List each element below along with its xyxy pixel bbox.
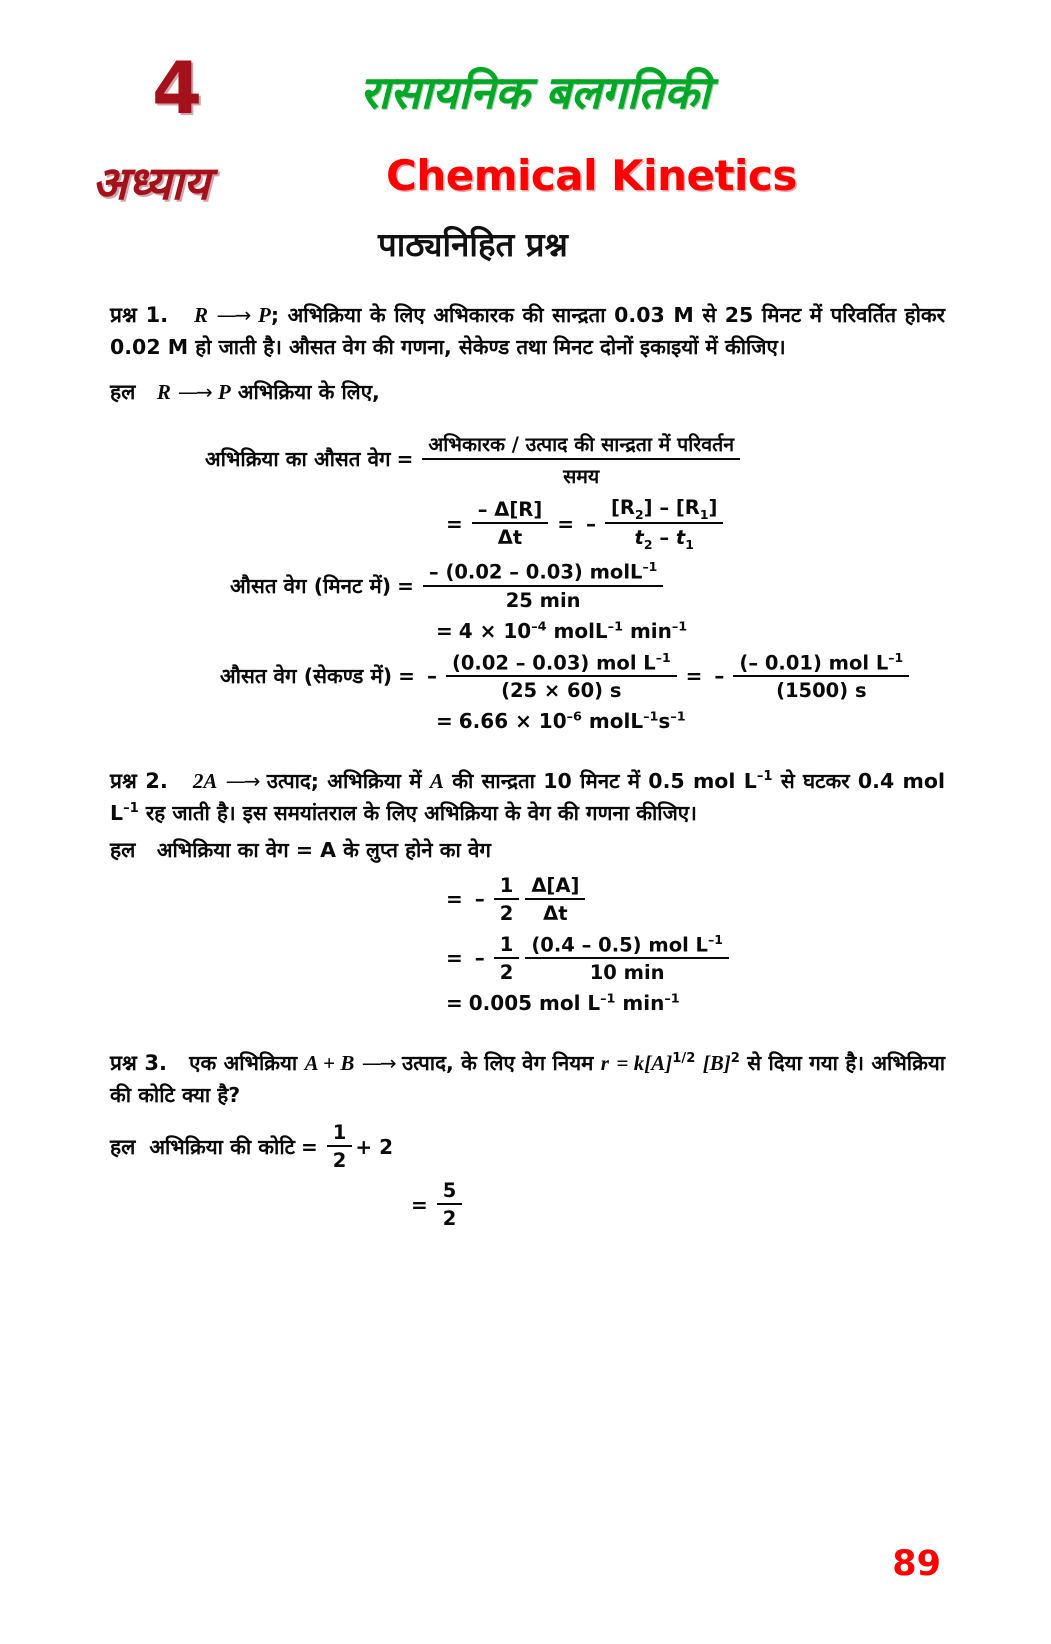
q1-step-1: अभिक्रिया का औसत वेग = $\frac{\text{अभिकारक / उत्पाद की सान्द्रता में परिवर्तन}}{\text{समय}}$ xyxy=(110,430,945,489)
q1-step-3-fraction xyxy=(423,559,663,612)
page-header xyxy=(0,0,1051,264)
q1-step-5-label: औसत वेग (सेकण्ड में) xyxy=(220,664,393,689)
question-1-label: प्रश्न 1. xyxy=(110,303,169,327)
q1-step-1-numerator: अभिकारक / उत्पाद की सान्द्रता में परिवर्तन xyxy=(422,430,740,460)
question-2-sup-2: –1 xyxy=(123,801,139,817)
q1-step-2-fraction-2 xyxy=(605,496,723,553)
chapter-word-label: अध्याय xyxy=(92,156,210,210)
q2-step-1-fraction xyxy=(525,874,585,925)
q3-step-2-num: 5 xyxy=(437,1179,463,1205)
question-block-3 xyxy=(110,1048,945,1230)
q1-step-4-result: $4 \times 10^{-4}$ molL$^{-1}$ $\min^{-1}$ xyxy=(458,618,688,643)
q1-step-5-num-2: (– 0.01) mol $L^{-1}$ xyxy=(733,650,909,678)
q1-step-5-fraction-2 xyxy=(733,650,909,703)
question-3-reaction: A + B xyxy=(304,1051,355,1076)
chapter-title-hindi: रासायनिक बलगतिकी xyxy=(360,66,711,119)
q3-step-2-den: 2 xyxy=(442,1207,457,1231)
question-2-species: A xyxy=(429,769,444,794)
q2-step-3-result: 0.005 mol $L^{-1}$ $\min^{-1}$ xyxy=(468,991,680,1016)
q2-step-1-coef-den: 2 xyxy=(499,901,514,925)
q2-step-2-fraction xyxy=(525,932,729,985)
chapter-number: 4 xyxy=(152,46,203,130)
q2-step-3: = 0.005 mol $L^{-1}$ $\min^{-1}$ xyxy=(446,991,680,1016)
q2-step-2-sign: – xyxy=(474,946,485,971)
question-3-rate-eq: = k xyxy=(616,1051,645,1076)
question-3-rate-symbol: r xyxy=(600,1051,609,1076)
question-3-solution-intro: हल अभिक्रिया की कोटि = $\frac{1}{2}$ + 2 xyxy=(110,1121,393,1173)
q1-step-4: = $4 \times 10^{-4}$ molL$^{-1}$ $\min^{-1}$ xyxy=(436,618,688,643)
question-3-rate-b-sup: 2 xyxy=(730,1051,740,1067)
q2-step-1-coef-num: 1 xyxy=(494,874,520,900)
q2-step-2-denominator: 10 min xyxy=(589,961,665,985)
q3-step-1-fraction xyxy=(327,1121,353,1172)
q2-step-1-denominator: Δt xyxy=(543,901,568,925)
question-1-product: P xyxy=(257,303,271,327)
q1-step-3-denominator: 25 min xyxy=(505,588,581,612)
question-2-sup-1: –1 xyxy=(756,769,773,785)
q3-step-2: = $\frac{5}{2}$ xyxy=(110,1179,945,1230)
solution-1-reactant: R xyxy=(156,380,171,405)
q1-step-3-label: औसत वेग (मिनट में) xyxy=(230,573,392,598)
q2-step-2-numerator: (0.4 – 0.5) mol $L^{-1}$ xyxy=(525,932,729,960)
reaction-arrow-icon: —→ xyxy=(361,1051,395,1076)
reaction-arrow-icon: —→ xyxy=(225,769,259,794)
q1-step-1-label: अभिक्रिया का औसत वेग xyxy=(205,447,391,472)
question-2-coefficient: 2A xyxy=(192,769,218,794)
question-2-body-4: रह जाती है। इस समयांतराल के लिए अभिक्रिया के वेग की गणना कीजिए। xyxy=(145,801,697,826)
question-2-body-3: से घटकर 0.4 mol L xyxy=(110,769,946,826)
q3-step-1-num: 1 xyxy=(327,1121,353,1147)
question-3-body-3: से दिया गया है। अभिक्रिया की कोटि क्या है? xyxy=(110,1051,946,1108)
question-3-body-2: उत्पाद, के लिए वेग नियम xyxy=(401,1051,594,1076)
q2-step-2-coefficient xyxy=(494,933,520,984)
chapter-title-english: Chemical Kinetics xyxy=(386,151,797,200)
q1-step-3: औसत वेग (मिनट में) = $\frac{- (0.02 - 0.03) molL^{-1}}{25 \min}$ xyxy=(110,559,945,612)
question-2-text xyxy=(110,766,945,829)
question-3-rate-a: [A] xyxy=(644,1051,673,1076)
question-1-reactant: R xyxy=(193,303,208,327)
reaction-arrow-icon: —→ xyxy=(216,303,250,327)
question-3-body-1: एक अभिक्रिया xyxy=(189,1051,298,1076)
q1-step-5-sign: – xyxy=(426,664,437,689)
q1-step-2-num-2: $[R_2] - [R_1]$ xyxy=(605,496,723,525)
q1-step-5-sign-2: – xyxy=(714,664,725,689)
q1-step-5-num-1: (0.02 – 0.03) mol $L^{-1}$ xyxy=(446,650,677,678)
reaction-arrow-icon: —→ xyxy=(177,380,211,405)
question-block-2 xyxy=(110,766,945,1015)
q1-step-6: = $6.66 \times 10^{-6}$ $molL^{-1}s^{-1}$ xyxy=(436,709,686,734)
page-number: 89 xyxy=(892,1544,941,1584)
q1-step-1-fraction xyxy=(422,430,740,489)
q1-step-2-num-1: – Δ[R] xyxy=(472,498,548,524)
page-content xyxy=(110,300,945,1237)
question-2-body-2: की सान्द्रता 10 मिनट में 0.5 mol L xyxy=(452,769,757,794)
q1-step-6-result: $6.66 \times 10^{-6}$ $molL^{-1}s^{-1}$ xyxy=(458,709,686,734)
q1-step-5-fraction-1 xyxy=(446,650,677,703)
solution-3-line: अभिक्रिया की कोटि xyxy=(149,1134,295,1159)
q2-step-1-sign: – xyxy=(474,887,485,912)
section-subtitle: पाठ्यनिहित प्रश्न xyxy=(378,225,568,264)
question-1-body: ; अभिक्रिया के लिए अभिकारक की सान्द्रता 0.03 M से 25 मिनट में परिवर्तित होकर 0.02 M हो जाती है। औसत वेग की गणना, सेकेण्ड तथा मिनट दोनों इकाइयों में कीजिए। xyxy=(110,303,946,359)
q2-step-2-coef-den: 2 xyxy=(499,960,514,984)
q1-step-2-fraction-1 xyxy=(472,498,548,549)
q1-step-5-den-1: (25 × 60) s xyxy=(501,679,622,703)
question-3-label: प्रश्न 3. xyxy=(110,1051,167,1076)
q1-step-5-den-2: (1500) s xyxy=(776,679,867,703)
q2-step-1: = – $\frac{1}{2}$ $\frac{\Delta[A]}{\Delta t}$ xyxy=(110,874,945,925)
q1-step-3-numerator: – (0.02 – 0.03) molL$^{-1}$ xyxy=(423,559,663,587)
question-1-solution-intro xyxy=(110,377,945,409)
q2-step-1-numerator: Δ[A] xyxy=(525,874,585,900)
q1-step-2: = $\frac{- \Delta[R]}{\Delta t}$ = – $\frac{[R_2] - [R_1]}{t_2 - t_1}$ xyxy=(110,496,945,553)
solution-2-label: हल xyxy=(110,838,136,863)
q1-step-2-den-1: Δt xyxy=(497,526,523,550)
question-2-solution-intro xyxy=(110,835,945,867)
question-3-text xyxy=(110,1048,945,1111)
q3-step-2-fraction xyxy=(437,1179,463,1230)
question-block-1 xyxy=(110,300,945,733)
q1-step-1-denominator: समय xyxy=(563,464,600,488)
q3-step-1-plus: + 2 xyxy=(355,1134,393,1159)
q1-step-2-den-2: $t_2 - t_1$ xyxy=(634,526,694,553)
q3-step-1-den: 2 xyxy=(332,1149,347,1173)
q1-step-2-sign: – xyxy=(586,511,597,536)
q2-step-2: = – $\frac{1}{2}$ $\frac{(0.4 - 0.5) mol L^{-1}}{10 \min}$ xyxy=(110,932,945,985)
solution-3-label: हल xyxy=(110,1134,136,1159)
question-3-rate-a-sup: 1/2 xyxy=(672,1051,696,1067)
solution-1-product: P xyxy=(217,380,231,405)
question-1-text xyxy=(110,300,945,363)
q1-step-5: औसत वेग (सेकण्ड में) = – $\frac{(0.02 - 0.03) mol L^{-1}}{(25 \times 60) s}$ = – $\frac{(- 0.01) mol L^{-1}}{(1500) s}$ xyxy=(110,650,945,703)
solution-1-intro-text: अभिक्रिया के लिए, xyxy=(237,380,380,405)
solution-1-label: हल xyxy=(110,380,136,405)
question-3-rate-b: [B] xyxy=(702,1051,731,1076)
q2-step-2-coef-num: 1 xyxy=(494,933,520,959)
solution-2-line: अभिक्रिया का वेग = A के लुप्त होने का वेग xyxy=(156,838,491,863)
q2-step-1-coefficient xyxy=(494,874,520,925)
question-2-body-1: उत्पाद; अभिक्रिया में xyxy=(266,769,422,794)
question-2-label: प्रश्न 2. xyxy=(110,769,168,794)
